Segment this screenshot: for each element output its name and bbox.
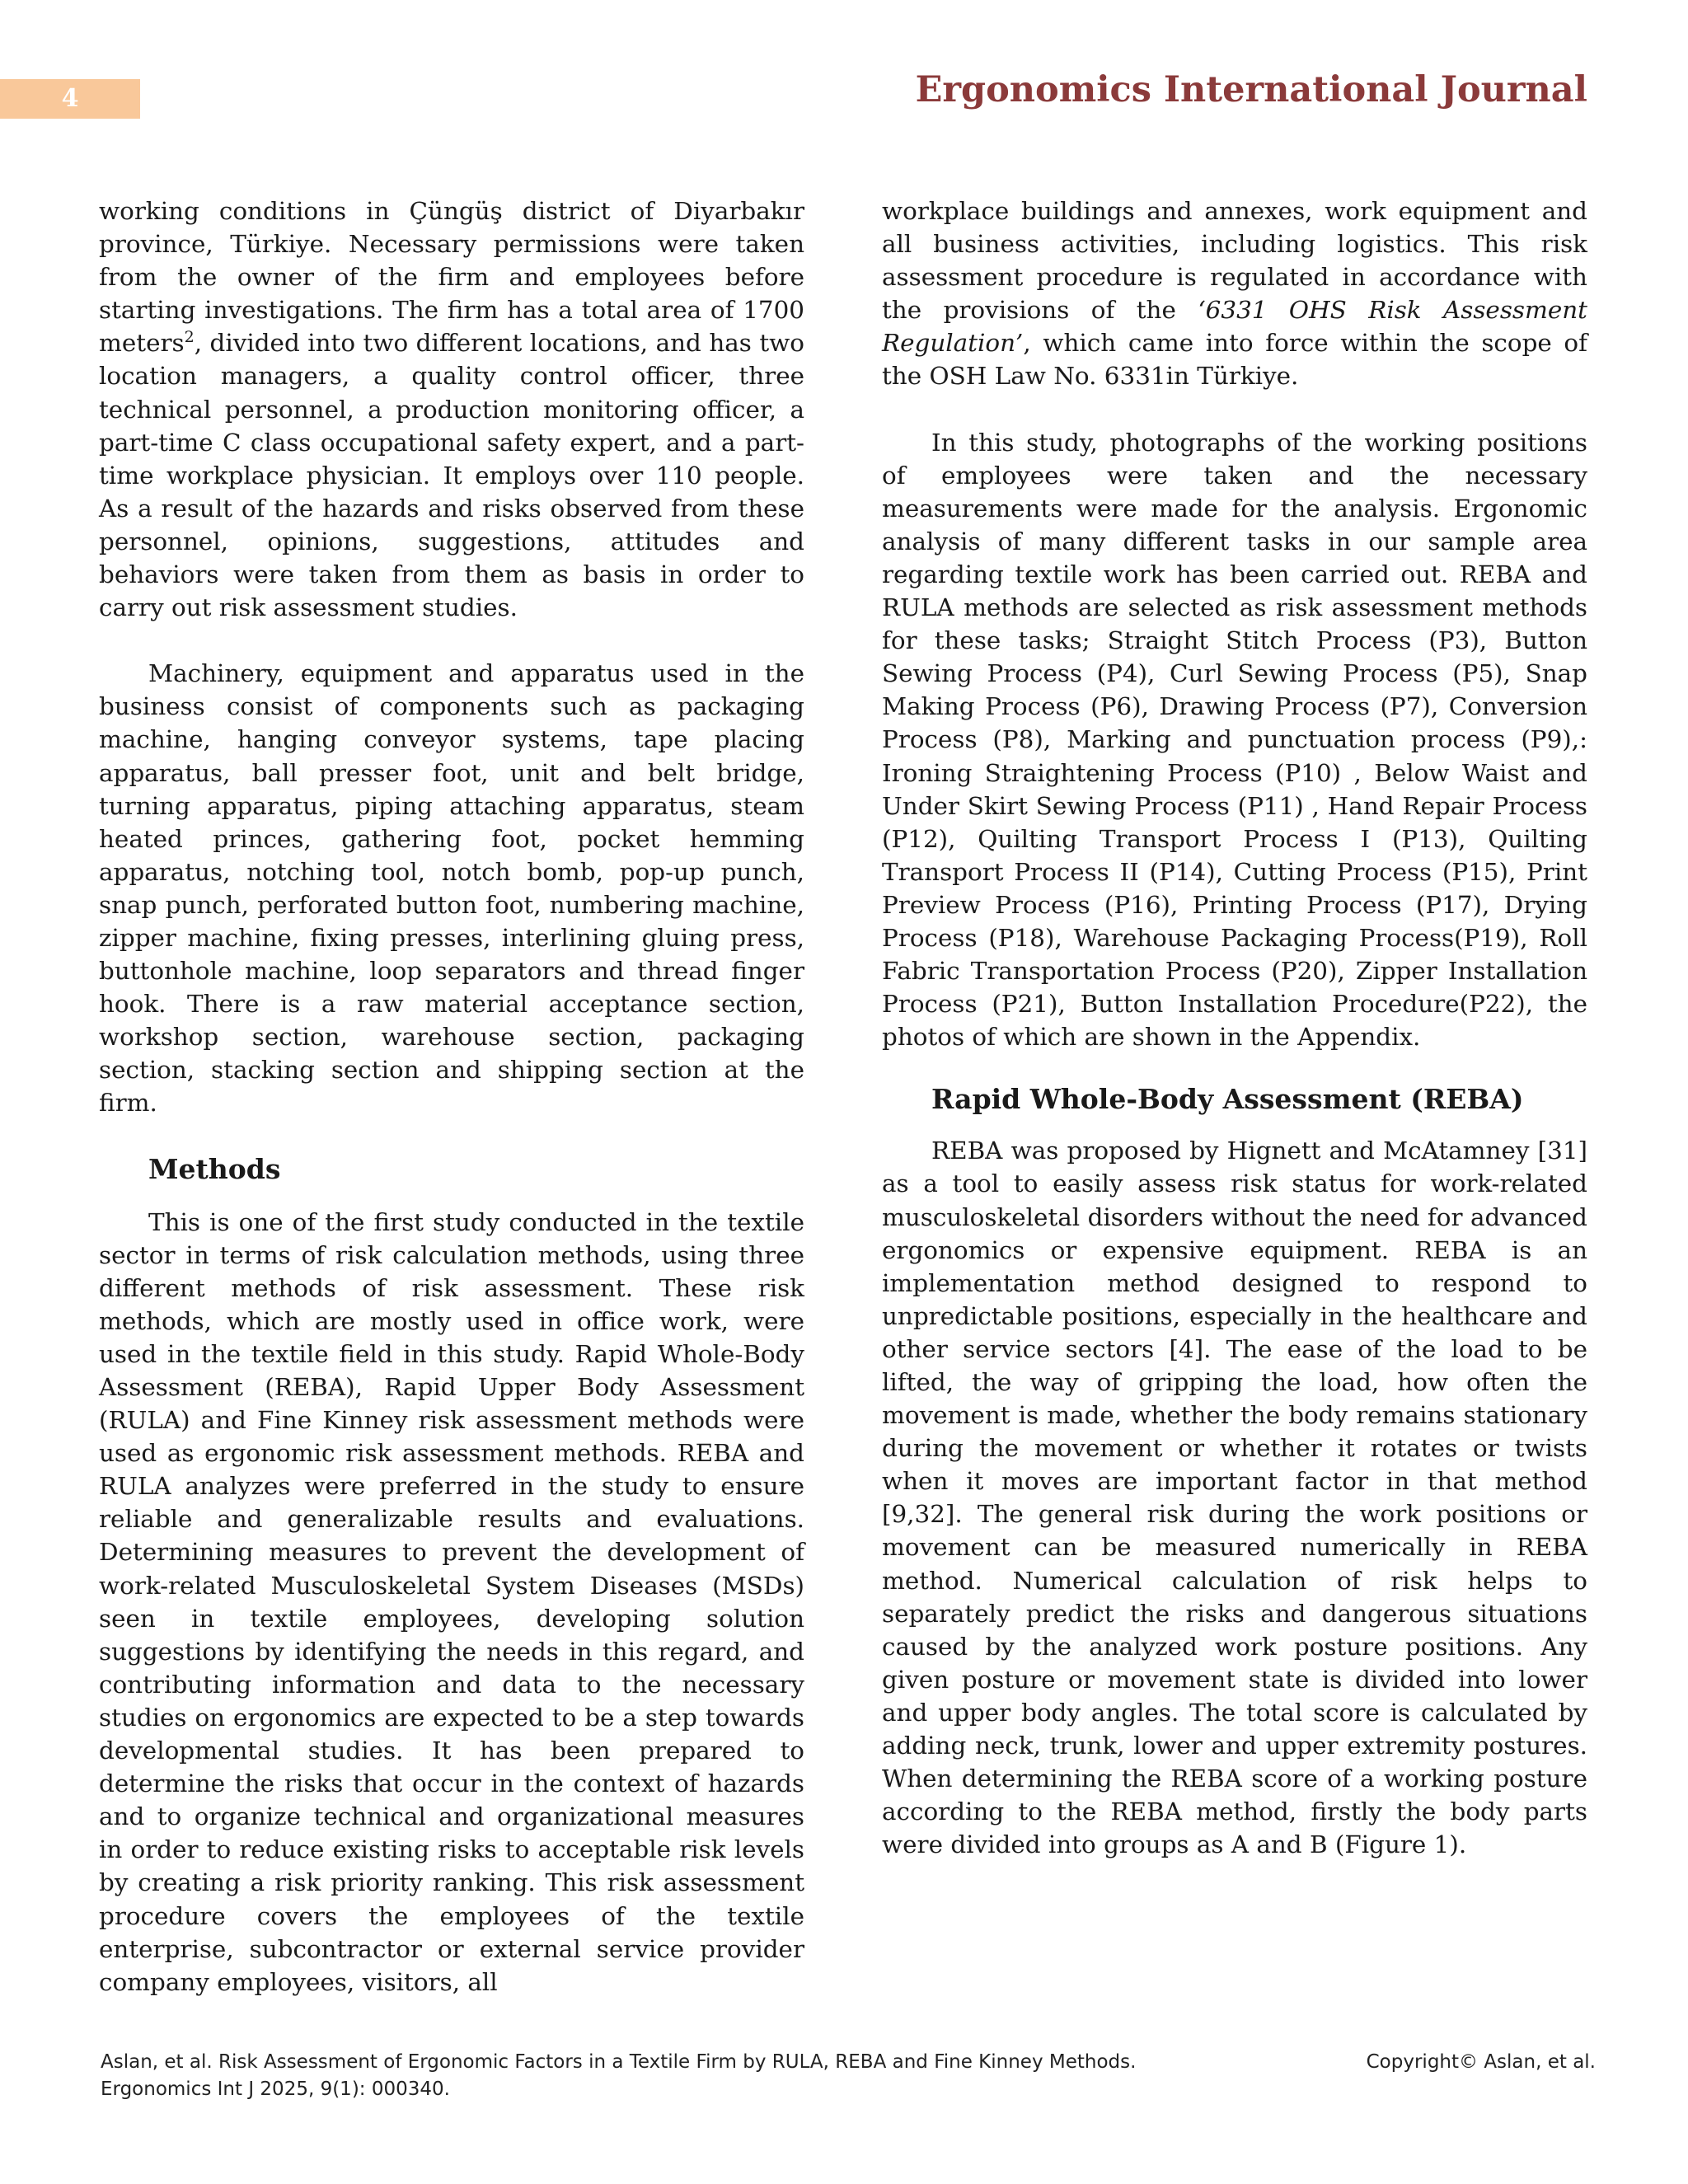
paragraph-text: workplace buildings and annexes, work equipment and all business activities, including logistics. This risk assessment procedure is regulated in accordance with the provisions of the (882, 197, 1587, 325)
citation-line: Aslan, et al. Risk Assessment of Ergonomic Factors in a Textile Firm by RULA, REBA and Fine Kinney Methods. (101, 2051, 1137, 2073)
methods-heading: Methods (148, 1152, 281, 1185)
reba-heading: Rapid Whole-Body Assessment (REBA) (931, 1083, 1524, 1116)
paragraph: This is one of the first study conducted in the textile sector in terms of risk calculation methods, using three different methods of risk assessment. These risk methods, which are mostly used in office work, were used in the textile field in this study. Rapid Whole-Body Assessment (REBA), Rapid Upper Body Assessment (RULA) and Fine Kinney risk assessment methods were used as ergonomic risk assessment methods. REBA and RULA analyzes were preferred in the study to ensure reliable and generalizable results and evaluations. Determining measures to prevent the development of work-related Musculoskeletal System Diseases (MSDs) seen in textile employees, developing solution suggestions by identifying the needs in this regard, and contributing information and data to the necessary studies on ergonomics are expected to be a step towards developmental studies. It has been prepared to determine the risks that occur in the context of hazards and to organize technical and organizational measures in order to reduce existing risks to acceptable risk levels by creating a risk priority ranking. This risk assessment procedure covers the employees of the textile enterprise, subcontractor or external service provider company employees, visitors, all (99, 1207, 804, 1996)
footer-copyright: Copyright© Aslan, et al. (1366, 2051, 1596, 2073)
paragraph-gap (882, 393, 1587, 426)
right-column (882, 194, 1587, 1861)
footer-citation (101, 2049, 1136, 2103)
paragraph (882, 194, 1587, 393)
citation-line: Ergonomics Int J 2025, 9(1): 000340. (101, 2079, 450, 2100)
regulation-title: ‘6331 OHS Risk Assessment Regulation’ (882, 296, 1587, 358)
superscript: 2 (184, 328, 195, 347)
journal-title: Ergonomics International Journal (915, 69, 1587, 110)
paragraph-gap (99, 624, 804, 657)
paragraph-text: , divided into two different locations, and has two location managers, a quality control officer, three technical personnel, a production monitoring officer, a part-time C class occupational safety expert, and a part-time workplace physician. It employs over 110 people. As a result of the hazards and risks observed from these personnel, opinions, suggestions, attitudes and behaviors were taken from them as basis in order to carry out risk assessment studies. (99, 329, 804, 622)
paragraph: In this study, photographs of the working positions of employees were taken and the necessary measurements were made for the analysis. Ergonomic analysis of many different tasks in our sample area regarding textile work has been carried out. REBA and RULA methods are selected as risk assessment methods for these tasks; Straight Stitch Process (P3), Button Sewing Process (P4), Curl Sewing Process (P5), Snap Making Process (P6), Drawing Process (P7), Conversion Process (P8), Marking and punctuation process (P9),: Ironing Straightening Process (P10) , Below Waist and Under Skirt Sewing Process (P11) , Hand Repair Process (P12), Quilting Transport Process I (P13), Quilting Transport Process II (P14), Cutting Process (P15), Print Preview Process (P16), Printing Process (P17), Drying Process (P18), Warehouse Packaging Process(P19), Roll Fabric Transportation Process (P20), Zipper Installation Process (P21), Button Installation Procedure(P22), the photos of which are shown in the Appendix. (882, 428, 1587, 1052)
paragraph-text: , which came into force within the scope of the OSH Law No. 6331in Türkiye. (882, 329, 1587, 391)
paragraph: REBA was proposed by Hignett and McAtamney [31] as a tool to easily assess risk status for work-related musculoskeletal disorders without the need for advanced ergonomics or expensive equipment. REBA is an implementation method designed to respond to unpredictable positions, especially in the healthcare and other service sectors [4]. The ease of the load to be lifted, the way of gripping the load, how often the movement is made, whether the body remains stationary during the movement or whether it rotates or twists when it moves are important factor in that method [9,32]. The general risk during the work positions or movement can be measured numerically in REBA method. Numerical calculation of risk helps to separately predict the risks and dangerous situations caused by the analyzed work posture positions. Any given posture or movement state is divided into lower and upper body angles. The total score is calculated by adding neck, trunk, lower and upper extremity postures. When determining the REBA score of a working posture according to the REBA method, firstly the body parts were divided into groups as A and B (Figure 1). (882, 1137, 1587, 1859)
page-number: 4 (0, 79, 140, 119)
paragraph-text: working conditions in Çüngüş district of Diyarbakır province, Türkiye. Necessary permissions were taken from the owner of the firm and employees before starting investigations. The firm has a total area of 1700 meters (99, 197, 804, 358)
paragraph: Machinery, equipment and apparatus used in the business consist of components such as packaging machine, hanging conveyor systems, tape placing apparatus, ball presser foot, unit and belt bridge, turning apparatus, piping attaching apparatus, steam heated princes, gathering foot, pocket hemming apparatus, notching tool, notch bomb, pop-up punch, snap punch, perforated button foot, numbering machine, zipper machine, fixing presses, interlining gluing press, buttonhole machine, loop separators and thread finger hook. There is a raw material acceptance section, workshop section, warehouse section, packaging section, stacking section and shipping section at the firm. (99, 659, 804, 1118)
paragraph (99, 194, 804, 624)
left-column (99, 194, 804, 1999)
